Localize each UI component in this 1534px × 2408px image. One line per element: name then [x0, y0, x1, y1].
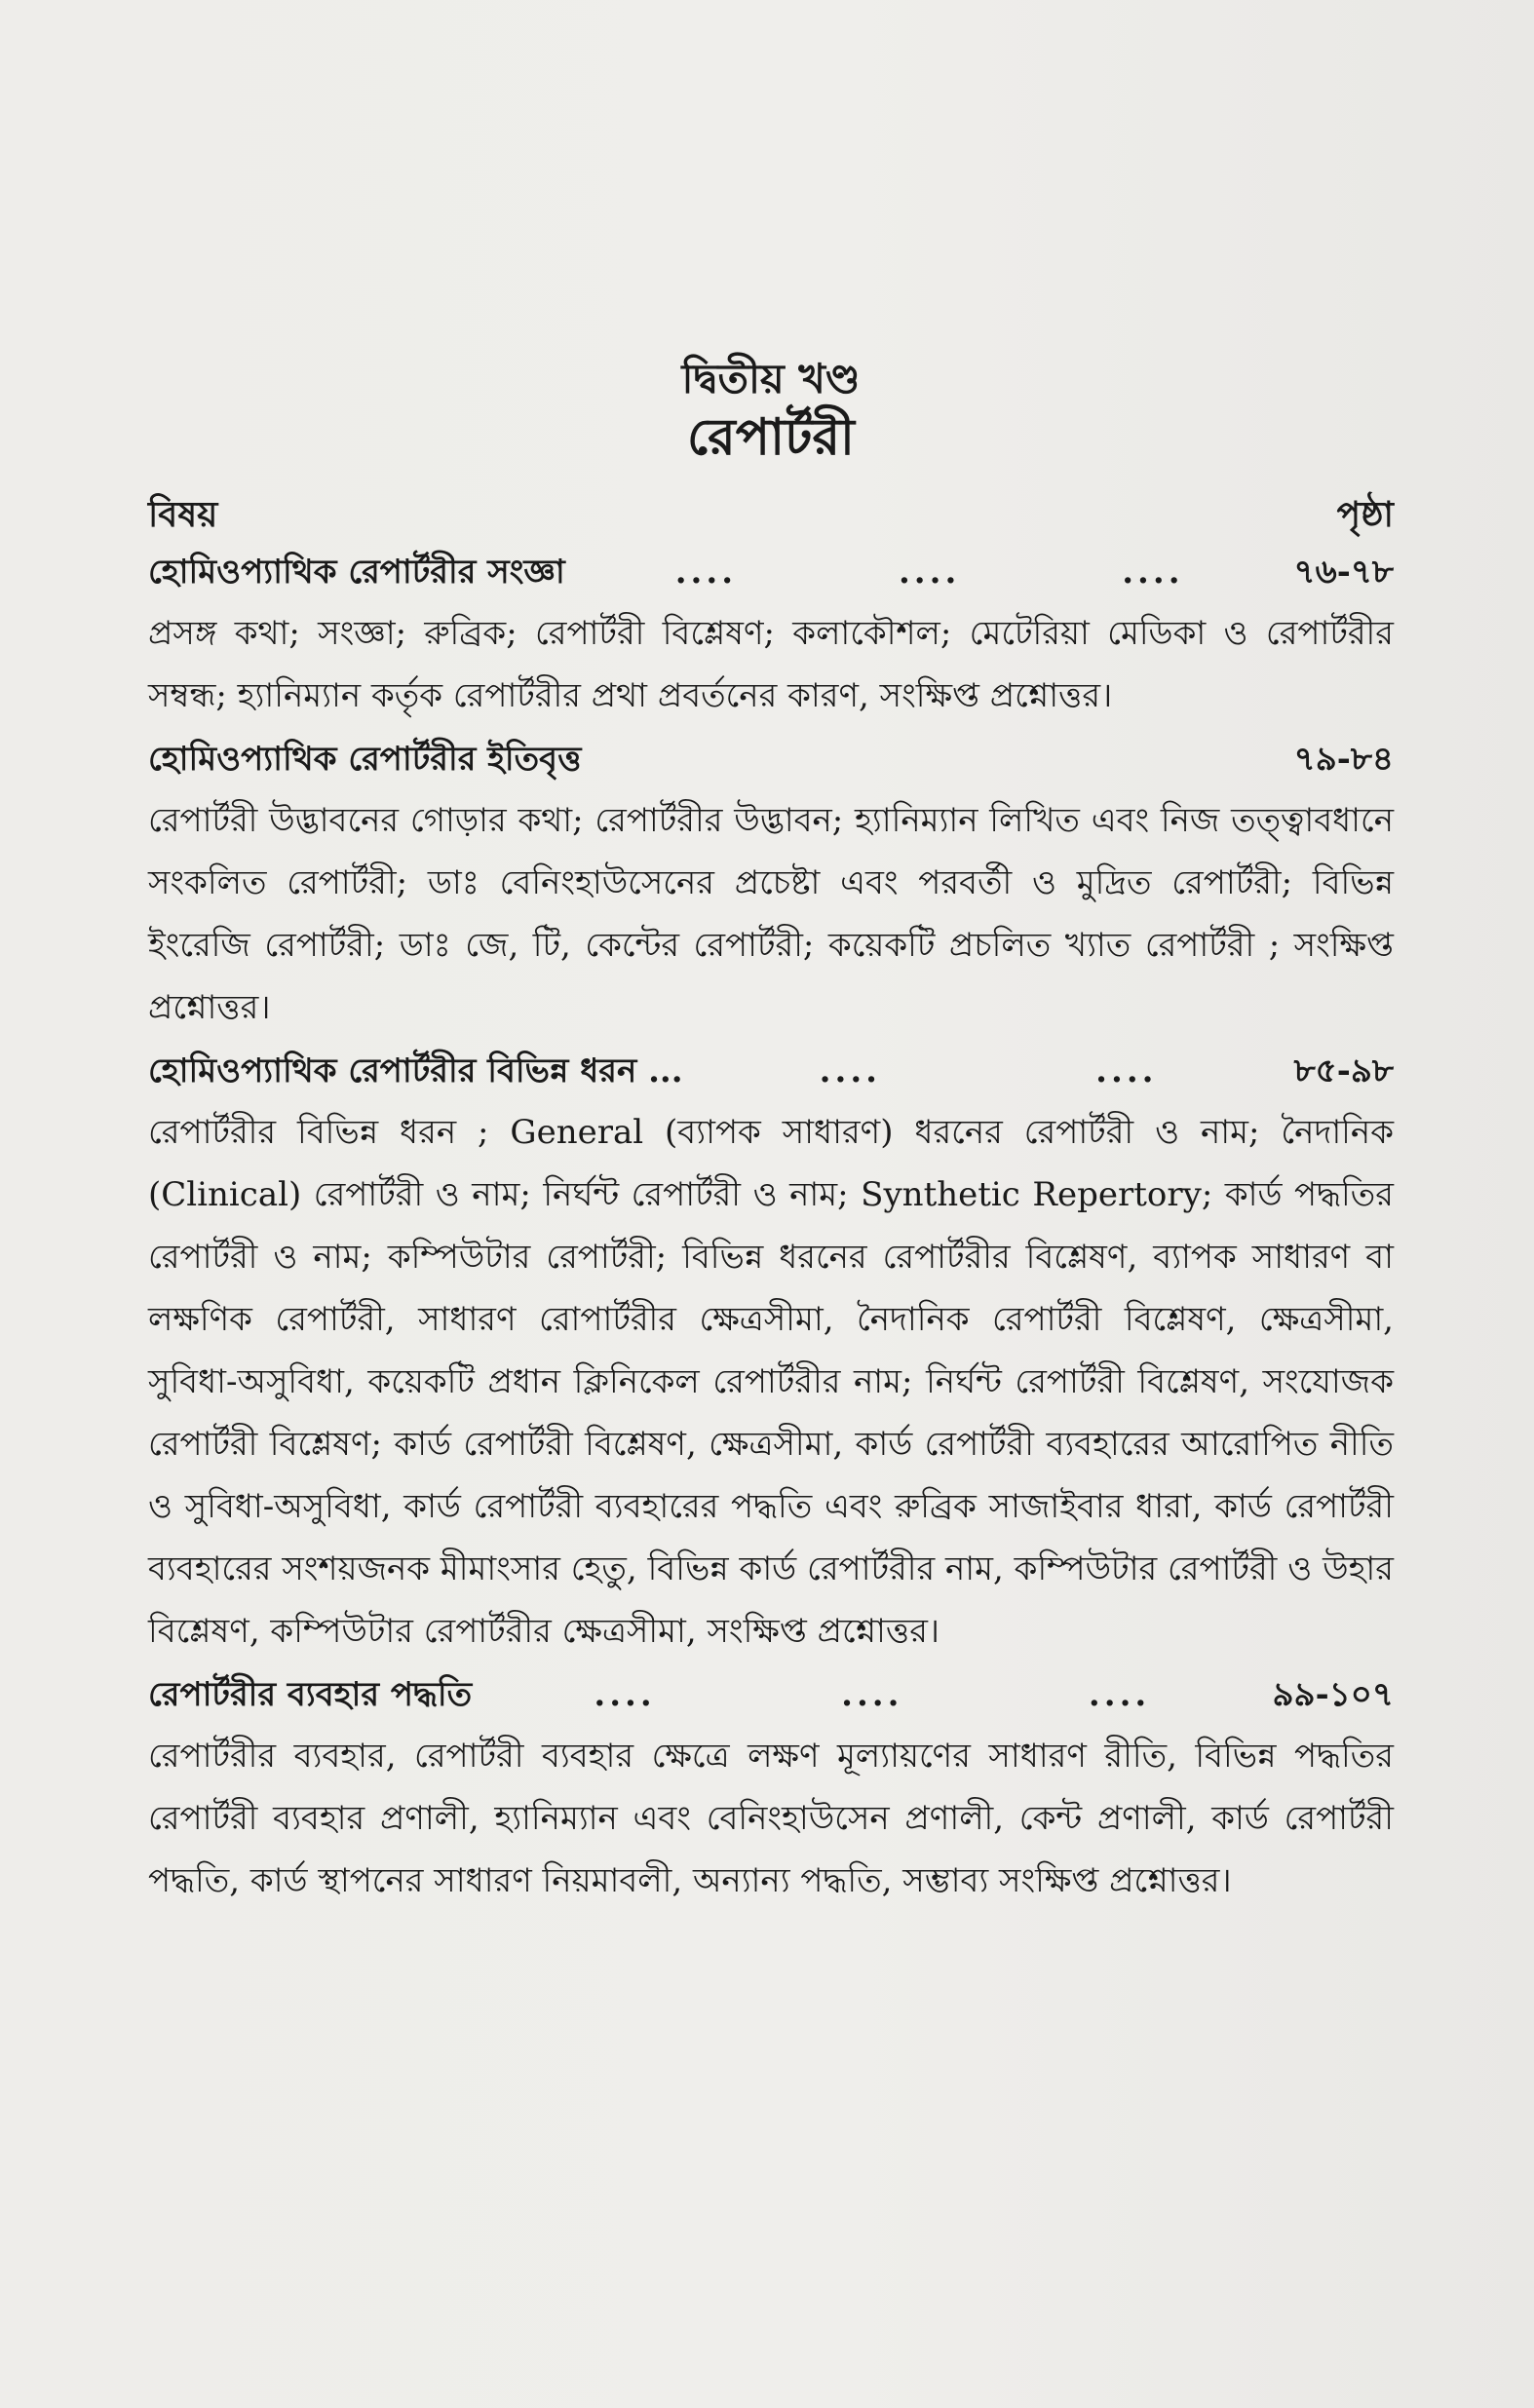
toc-entry-heading [148, 542, 1394, 602]
toc-entry-title: হোমিওপ্যাথিক রেপার্টরীর ইতিবৃত্ত [148, 740, 582, 779]
leader-dot-group: .... [819, 1051, 882, 1090]
toc-entry [148, 1041, 1394, 1663]
leader-dot-group: .... [1095, 1051, 1158, 1090]
toc-entry-title: হোমিওপ্যাথিক রেপার্টরীর বিভিন্ন ধরন ... [148, 1051, 683, 1090]
toc-entry-pages: ৭৬-৭৮ [1293, 553, 1394, 592]
toc-entry [148, 542, 1394, 727]
leader-dot-group: .... [841, 1675, 903, 1714]
toc-entry [148, 1664, 1394, 1912]
page-column-label: পৃষ্ঠা [1336, 494, 1394, 535]
leader-dot-group: .... [594, 1675, 656, 1714]
toc-entry-heading [148, 729, 1394, 789]
toc-entry-title: হোমিওপ্যাথিক রেপার্টরীর সংজ্ঞা [148, 553, 565, 592]
subject-column-label: বিষয় [148, 494, 218, 535]
leader-dot-group: .... [898, 553, 961, 592]
column-header [148, 487, 1394, 542]
toc-entry-title: রেপার্টরীর ব্যবহার পদ্ধতি [148, 1675, 473, 1714]
leader-dots [565, 542, 1294, 602]
section-title: রেপার্টরী [687, 407, 855, 467]
part-title: দ্বিতীয় খণ্ড [681, 355, 861, 402]
toc-entry-pages: ৭৯-৮৪ [1293, 740, 1394, 779]
toc-entry-pages: ৯৯-১০৭ [1272, 1675, 1394, 1714]
leader-dot-group: .... [1088, 1675, 1151, 1714]
table-of-contents [148, 351, 1394, 1914]
toc-entry [148, 729, 1394, 1039]
toc-entry-description: রেপার্টরীর ব্যবহার, রেপার্টরী ব্যবহার ক্ষেত্রে লক্ষণ মূল্যায়ণের সাধারণ রীতি, বিভিন্ন পদ্ধতির রেপার্টরী ব্যবহার প্রণালী, হ্যানিম্যান এবং বেনিংহাউসেন প্রণালী, কেন্ট প্রণালী, কার্ড রেপার্টরী পদ্ধতি, কার্ড স্থাপনের সাধারণ নিয়মাবলী, অন্যান্য পদ্ধতি, সম্ভাব্য সংক্ষিপ্ত প্রশ্নোত্তর। [148, 1737, 1394, 1900]
toc-entry-heading [148, 1041, 1394, 1101]
leader-dots [472, 1664, 1272, 1725]
toc-entry-description: রেপার্টরী উদ্ভাবনের গোড়ার কথা; রেপার্টরীর উদ্ভাবন; হ্যানিম্যান লিখিত এবং নিজ তত্ত্বাবধানে সংকলিত রেপার্টরী; ডাঃ বেনিংহাউসেনের প্রচেষ্টা এবং পরবর্তী ও মুদ্রিত রেপার্টরী; বিভিন্ন ইংরেজি রেপার্টরী; ডাঃ জে, টি, কেন্টের রেপার্টরী; কয়েকটি প্রচলিত খ্যাত রেপার্টরী ; সংক্ষিপ্ত প্রশ্নোত্তর। [148, 801, 1394, 1027]
toc-entry-pages: ৮৫-৯৮ [1293, 1051, 1394, 1090]
leader-dots [683, 1041, 1294, 1101]
leader-dot-group: .... [1122, 553, 1184, 592]
toc-entry-description: রেপার্টরীর বিভিন্ন ধরন ; General (ব্যাপক সাধারণ) ধরনের রেপার্টরী ও নাম; নৈদানিক (Clinical) রেপার্টরী ও নাম; নির্ঘন্ট রেপার্টরী ও নাম; Synthetic Repertory; কার্ড পদ্ধতির রেপার্টরী ও নাম; কম্পিউটার রেপার্টরী; বিভিন্ন ধরনের রেপার্টরীর বিশ্লেষণ, ব্যাপক সাধারণ বা লক্ষণিক রেপার্টরী, সাধারণ রোপার্টরীর ক্ষেত্রসীমা, নৈদানিক রেপার্টরী বিশ্লেষণ, ক্ষেত্রসীমা, সুবিধা-অসুবিধা, কয়েকটি প্রধান ক্লিনিকেল রেপার্টরীর নাম; নির্ঘন্ট রেপার্টরী বিশ্লেষণ, সংযোজক রেপার্টরী বিশ্লেষণ; কার্ড রেপার্টরী বিশ্লেষণ, ক্ষেত্রসীমা, কার্ড রেপার্টরী ব্যবহারের আরোপিত নীতি ও সুবিধা-অসুবিধা, কার্ড রেপার্টরী ব্যবহারের পদ্ধতি এবং রুব্রিক সাজাইবার ধারা, কার্ড রেপার্টরী ব্যবহারের সংশয়জনক মীমাংসার হেতু, বিভিন্ন কার্ড রেপার্টরীর নাম, কম্পিউটার রেপার্টরী ও উহার বিশ্লেষণ, কম্পিউটার রেপার্টরীর ক্ষেত্রসীমা, সংক্ষিপ্ত প্রশ্নোত্তর। [148, 1113, 1394, 1651]
toc-entry-description: প্রসঙ্গ কথা; সংজ্ঞা; রুব্রিক; রেপার্টরী বিশ্লেষণ; কলাকৌশল; মেটেরিয়া মেডিকা ও রেপার্টরীর সম্বন্ধ; হ্যানিম্যান কর্তৃক রেপার্টরীর প্রথা প্রবর্তনের কারণ, সংক্ষিপ্ত প্রশ্নোত্তর। [148, 614, 1394, 715]
toc-entry-heading [148, 1664, 1394, 1725]
leader-dot-group: .... [674, 553, 738, 592]
